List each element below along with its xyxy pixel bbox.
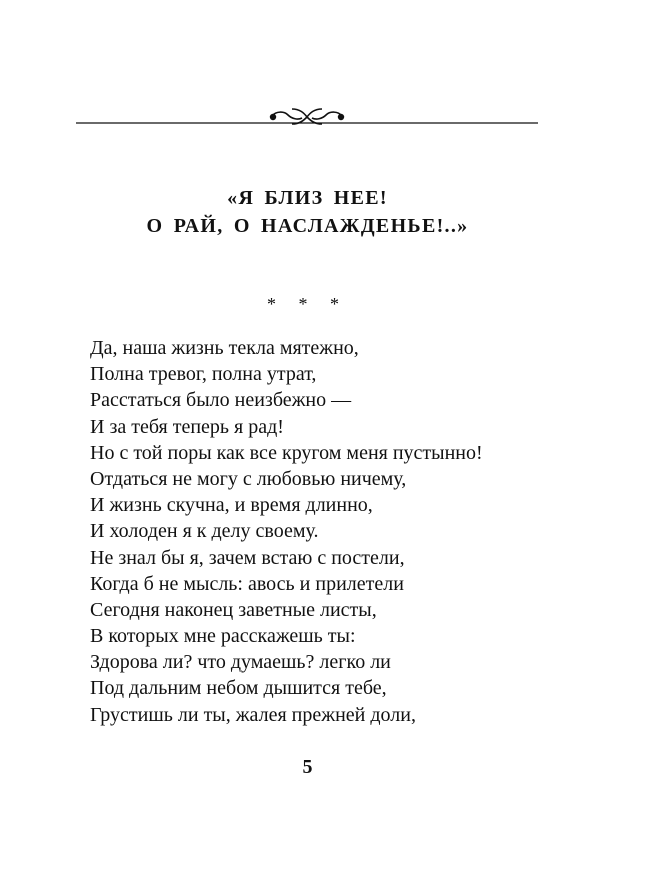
poem-line: Отдаться не могу с любовью ничему, [90,467,407,490]
poem-line: И за тебя теперь я рад! [90,415,284,438]
poem-line: Здорова ли? что думаешь? легко ли [90,651,391,674]
poem-title-line-2: О РАЙ, О НАСЛАЖДЕНЬЕ!..» [146,215,469,237]
poem-line: Не знал бы я, зачем встаю с постели, [90,546,405,569]
poem-line: Когда б не мысль: авось и прилетели [90,572,404,595]
poem-line: Расстаться было неизбежно — [90,389,352,412]
poem-line: Полна тревог, полна утрат, [90,363,317,386]
page-number: 5 [302,756,313,778]
poem-line: Но с той поры как все кругом меня пустынно! [90,441,483,464]
poem-body [90,335,630,728]
poem-title-line-1: «Я БЛИЗ НЕЕ! [227,187,388,209]
poem-line: И холоден я к делу своему. [90,520,319,543]
flourish-divider-icon [76,103,538,129]
poem-line: И жизнь скучна, и время длинно, [90,494,373,517]
poem-line: Грустишь ли ты, жалея прежней доли, [90,703,416,726]
section-separator: * * * [267,294,348,314]
poem-line: Под дальним небом дышится тебе, [90,677,387,700]
poem-line: Да, наша жизнь текла мятежно, [90,337,359,359]
poem-line: В которых мне расскажешь ты: [90,625,356,648]
poem-line: Сегодня наконец заветные листы, [90,598,377,621]
